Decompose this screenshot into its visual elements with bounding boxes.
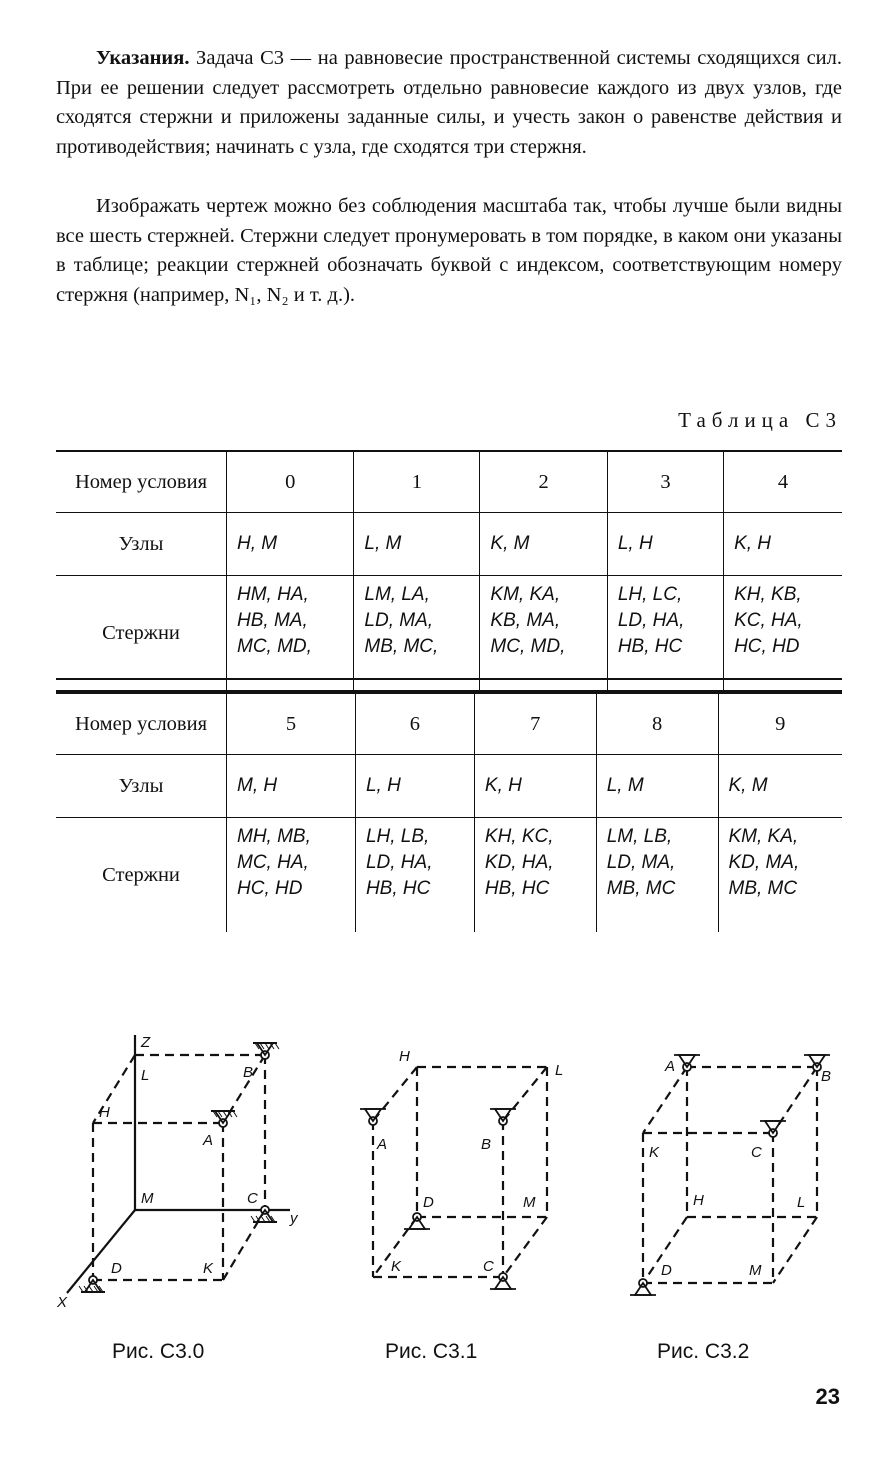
condition-number: 3	[607, 451, 723, 513]
table-row-nodes	[56, 755, 842, 818]
label-A: A	[665, 1058, 676, 1075]
nodes-cell: L, M	[596, 755, 718, 818]
conditions-table-part-2	[56, 692, 842, 932]
nodes-cell: L, H	[355, 755, 474, 818]
label-B: B	[481, 1136, 492, 1153]
condition-number: 8	[596, 693, 718, 755]
nodes-cell: L, H	[607, 513, 723, 576]
nodes-cell: K, H	[474, 755, 596, 818]
instructions-text-1: Задача С3 — на равновесие пространственной системы сходящихся сил. При ее решении следует рассмотреть отдельно равновесие каждого из двух узлов, где сходятся стержни и приложены заданные силы, и учесть закон о равенстве действия и противодействия; начинать с узла, где сходятся три стержня.	[56, 47, 842, 158]
label-H: H	[99, 1104, 110, 1121]
rods-cell: LM, LA, LD, MA, MB, MC,	[354, 576, 480, 691]
rods-cell: MH, MB, MC, HA, HC, HD	[227, 818, 356, 933]
table-divider	[56, 678, 842, 680]
label-D: D	[111, 1260, 122, 1277]
row-label-nodes: Узлы	[56, 513, 227, 576]
condition-number: 9	[718, 693, 842, 755]
page-number: 23	[815, 1384, 840, 1409]
table-row-rods	[56, 576, 842, 691]
table-caption: Таблица С3	[678, 408, 842, 432]
table-row-nodes	[56, 513, 842, 576]
label-y: y	[290, 1210, 298, 1227]
label-B: B	[821, 1068, 832, 1085]
table-row-rods	[56, 818, 842, 933]
label-K: K	[391, 1258, 402, 1275]
figure-c3-2-caption: Рис. С3.2	[657, 1340, 750, 1363]
label-D: D	[661, 1262, 672, 1279]
label-D: D	[423, 1194, 434, 1211]
table-row-condition	[56, 451, 842, 513]
label-L: L	[141, 1067, 150, 1084]
rods-cell: LM, LB, LD, MA, MB, MC	[596, 818, 718, 933]
conditions-table-part-1	[56, 450, 842, 690]
rods-cell: KM, KA, KB, MA, MC, MD,	[480, 576, 607, 691]
figure-c3-0-caption: Рис. С3.0	[112, 1340, 205, 1363]
figure-c3-1	[355, 1045, 575, 1315]
instructions-paragraph-2: Изображать чертеж можно без соблюдения масштаба так, чтобы лучше были видны все шесть стержней. Стержни следует пронумеровать в том порядке, в каком они указаны в таблице; реакции стержней обозначать буквой с индексом, соответствующим номеру стержня (например, N₁, N₂ и т. д.).	[56, 195, 842, 306]
row-label-rods: Стержни	[102, 863, 180, 886]
nodes-cell: H, M	[227, 513, 354, 576]
rods-cell: LH, LC, LD, HA, HB, HC	[607, 576, 723, 691]
figure-c3-2	[625, 1035, 845, 1315]
label-Z: Z	[141, 1034, 151, 1051]
row-label-nodes: Узлы	[56, 755, 227, 818]
rods-cell: KH, KC, KD, HA, HB, HC	[474, 818, 596, 933]
row-label-condition: Номер условия	[56, 693, 227, 755]
label-M: M	[749, 1262, 762, 1279]
condition-number: 4	[724, 451, 842, 513]
condition-number: 5	[227, 693, 356, 755]
row-label-condition: Номер условия	[56, 451, 227, 513]
condition-number: 6	[355, 693, 474, 755]
condition-number: 7	[474, 693, 596, 755]
nodes-cell: K, M	[480, 513, 607, 576]
label-H: H	[693, 1192, 704, 1209]
rods-cell: LH, LB, LD, HA, HB, HC	[355, 818, 474, 933]
condition-number: 0	[227, 451, 354, 513]
label-M: M	[523, 1194, 536, 1211]
label-C: C	[247, 1190, 258, 1207]
label-K: K	[203, 1260, 214, 1277]
figure-c3-0	[55, 1025, 315, 1315]
label-C: C	[483, 1258, 494, 1275]
label-A: A	[203, 1132, 214, 1149]
table-row-condition	[56, 693, 842, 755]
condition-number: 1	[354, 451, 480, 513]
instructions-paragraph-1	[56, 44, 842, 162]
rods-cell: HM, HA, HB, MA, MC, MD,	[227, 576, 354, 691]
figure-c3-1-caption: Рис. С3.1	[385, 1340, 478, 1363]
condition-number: 2	[480, 451, 607, 513]
nodes-cell: K, M	[718, 755, 842, 818]
rods-cell: KM, KA, KD, MA, MB, MC	[718, 818, 842, 933]
label-K: K	[649, 1144, 660, 1161]
label-C: C	[751, 1144, 762, 1161]
label-X: X	[57, 1294, 68, 1311]
label-A: A	[377, 1136, 388, 1153]
label-B: B	[243, 1064, 254, 1081]
label-L: L	[555, 1062, 564, 1079]
rods-cell: KH, KB, KC, HA, HC, HD	[724, 576, 842, 691]
label-L: L	[797, 1194, 806, 1211]
nodes-cell: L, M	[354, 513, 480, 576]
label-M: M	[141, 1190, 154, 1207]
label-H: H	[399, 1048, 410, 1065]
nodes-cell: M, H	[227, 755, 356, 818]
instructions-heading: Указания.	[96, 47, 190, 69]
row-label-rods: Стержни	[102, 621, 180, 644]
nodes-cell: K, H	[724, 513, 842, 576]
